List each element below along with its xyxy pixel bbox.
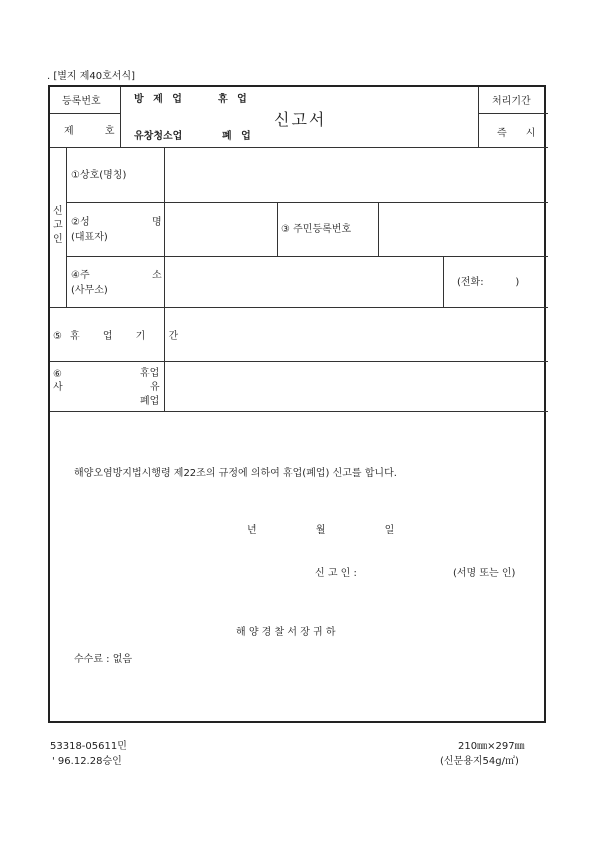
reporter-side-label: 신고인 — [53, 206, 63, 245]
divider — [50, 147, 548, 148]
reason-number: ⑥ — [53, 369, 62, 380]
divider — [120, 87, 121, 147]
reason-suspension: 휴업 — [140, 368, 160, 379]
address-label: ④주 — [71, 270, 90, 281]
business-type-tank-cleaning: 유창청소업 — [134, 131, 183, 142]
signature-label: (서명 또는 인) — [453, 568, 516, 579]
divider — [443, 256, 444, 307]
representative-label: (대표자) — [71, 232, 108, 243]
form-code: 53318-05611민 — [50, 741, 127, 752]
phone-label: (전화: ) — [457, 277, 520, 288]
divider — [50, 307, 548, 308]
divider — [277, 202, 278, 256]
form-title: 신고서 — [274, 110, 327, 129]
reason-label-yu: 유 — [150, 382, 160, 393]
paper-size: 210㎜×297㎜ — [458, 741, 525, 752]
number-label: 제 호 — [64, 126, 129, 137]
reporter-line: 신 고 인 : — [315, 568, 357, 579]
name-label-suffix: 명 — [152, 217, 162, 228]
processing-period-value: 즉 시 — [497, 128, 544, 139]
business-type-prevention: 방 제 업 — [134, 94, 185, 105]
office-label: (사무소) — [71, 285, 108, 296]
fee-line: 수수료 : 없음 — [74, 654, 133, 665]
statement-text: 해양오염방지법시행령 제22조의 규정에 의하여 휴업(폐업) 신고를 합니다. — [74, 468, 397, 479]
divider — [66, 202, 548, 203]
period-number: ⑤ — [53, 331, 62, 342]
suspension-period-label: 휴 업 기 간 — [70, 331, 189, 342]
paper-type: (신문용지54g/㎡) — [440, 756, 519, 767]
divider — [478, 87, 479, 147]
divider — [164, 147, 165, 411]
address-label-suffix: 소 — [152, 270, 162, 281]
processing-period-label: 처리기간 — [492, 96, 531, 107]
recipient-line: 해 양 경 찰 서 장 귀 하 — [236, 627, 336, 638]
divider — [378, 202, 379, 256]
reason-label-sa: 사 — [53, 382, 63, 393]
divider — [66, 256, 548, 257]
company-name-label: ①상호(명칭) — [71, 170, 127, 181]
divider — [50, 411, 548, 412]
reason-closure: 폐업 — [140, 396, 160, 407]
name-label: ②성 — [71, 217, 90, 228]
divider — [50, 113, 120, 114]
form-number-label: . [별지 제40호서식] — [47, 71, 136, 82]
date-line: 년 월 일 — [247, 525, 423, 536]
divider — [478, 113, 548, 114]
divider — [50, 361, 548, 362]
report-form — [48, 85, 546, 723]
resident-number-label: ③ 주민등록번호 — [281, 224, 352, 235]
approval-date: ' 96.12.28승인 — [52, 756, 122, 767]
registration-number-label: 등록번호 — [62, 96, 101, 107]
closure-label: 폐 업 — [222, 131, 254, 142]
suspension-label: 휴 업 — [218, 94, 250, 105]
divider — [66, 147, 67, 307]
